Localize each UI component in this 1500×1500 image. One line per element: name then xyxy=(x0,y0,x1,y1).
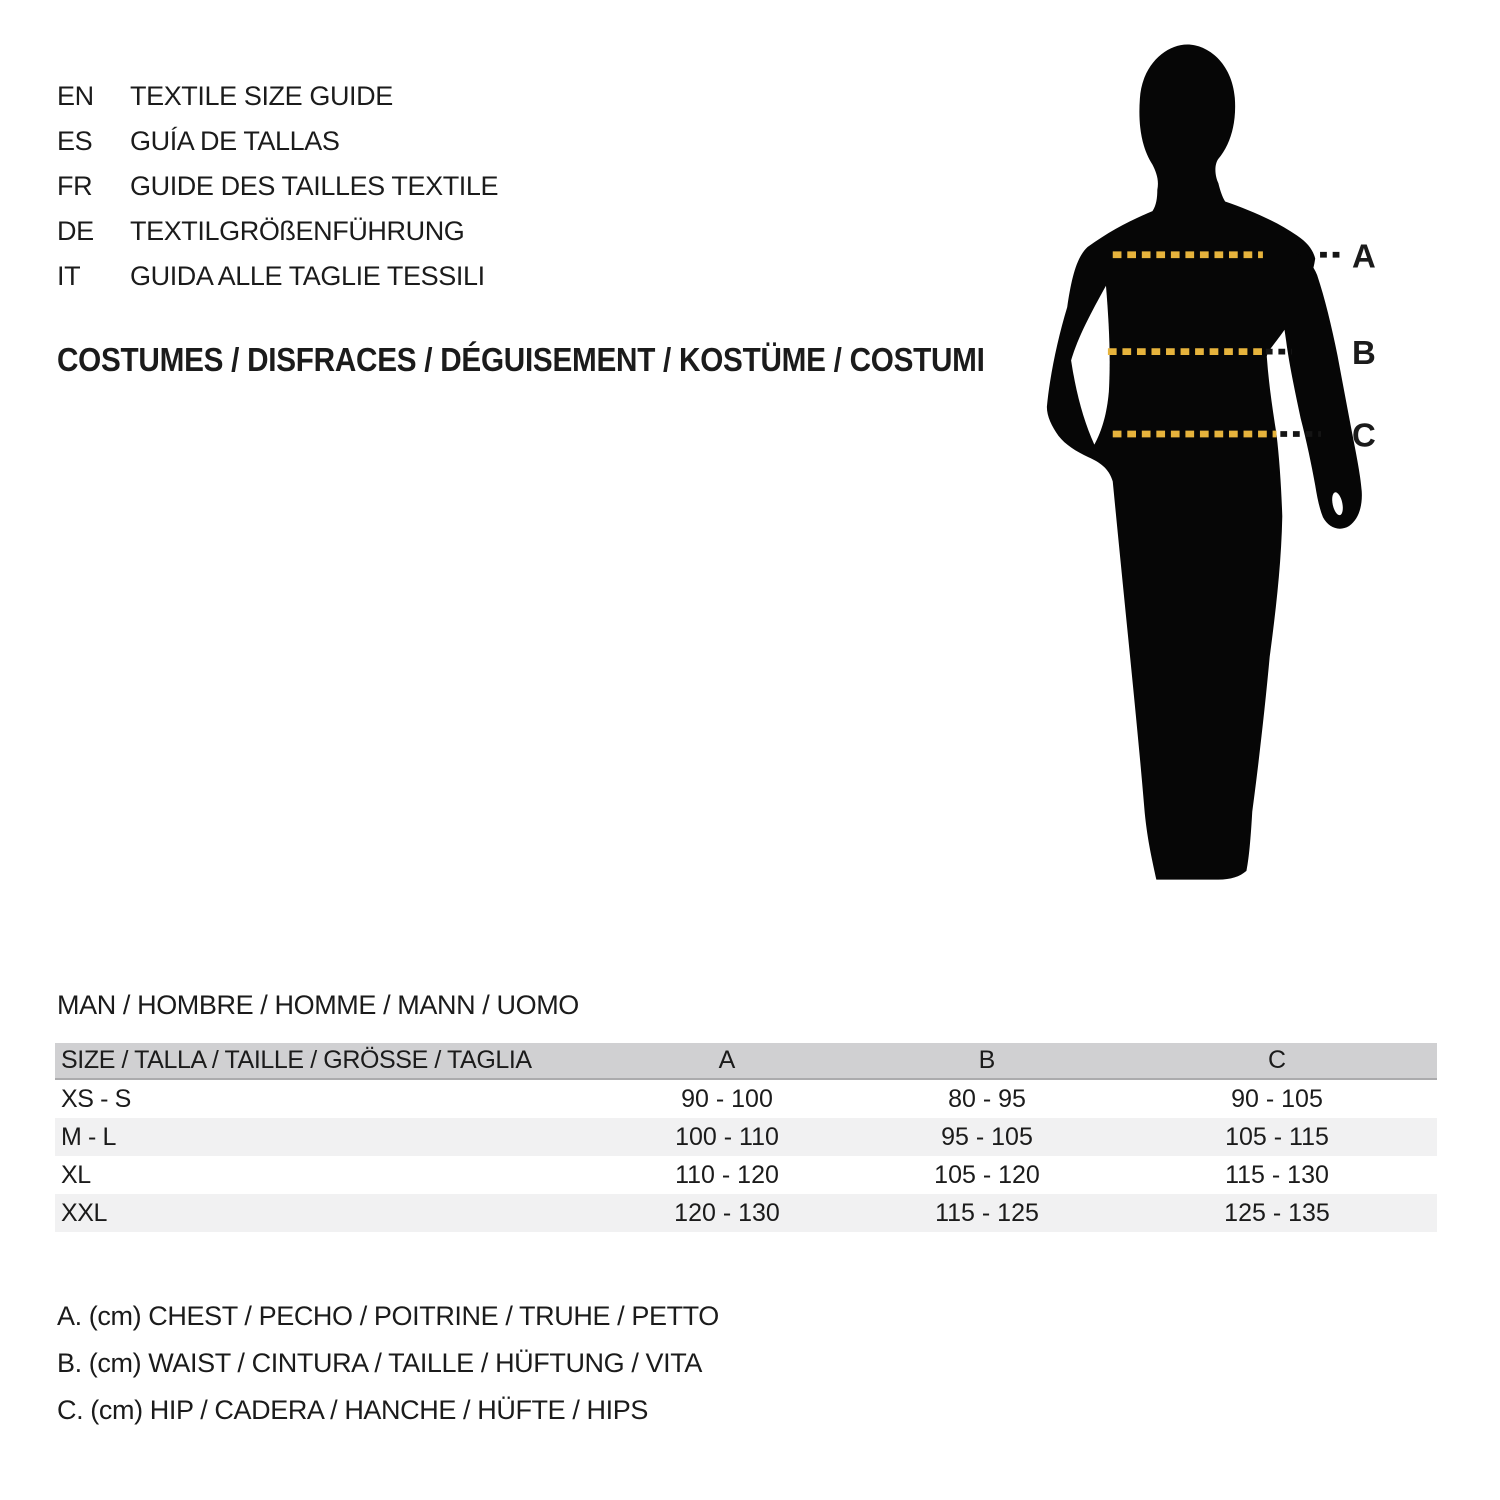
language-code: FR xyxy=(57,171,93,201)
value-cell-b: 115 - 125 xyxy=(857,1194,1117,1232)
language-row-es xyxy=(57,119,498,164)
language-row-en xyxy=(57,74,498,119)
male-silhouette-svg xyxy=(1020,30,1500,960)
size-cell: M - L xyxy=(55,1118,597,1156)
language-code: ES xyxy=(57,126,93,156)
male-silhouette-right-arm xyxy=(1280,251,1362,529)
table-row xyxy=(55,1194,1437,1232)
marker-label-c: C xyxy=(1352,416,1376,454)
size-table xyxy=(55,1043,1437,1232)
legend-item-hip: C. (cm) HIP / CADERA / HANCHE / HÜFTE / HIPS xyxy=(57,1395,648,1425)
value-cell-c: 90 - 105 xyxy=(1231,1084,1323,1113)
language-row-fr xyxy=(57,164,498,209)
table-row xyxy=(55,1079,1437,1118)
marker-label-b: B xyxy=(1352,334,1376,372)
value-cell-c: 115 - 130 xyxy=(1225,1160,1329,1189)
language-title: GUIDA ALLE TAGLIE TESSILI xyxy=(130,261,485,291)
legend-item-chest: A. (cm) CHEST / PECHO / POITRINE / TRUHE / PETTO xyxy=(57,1301,719,1331)
language-list xyxy=(57,74,498,299)
column-header-a: A xyxy=(597,1043,857,1079)
value-cell-c: 125 - 135 xyxy=(1117,1194,1437,1232)
value-cell-a: 90 - 100 xyxy=(681,1084,773,1113)
language-code: IT xyxy=(57,261,81,291)
value-cell-a: 100 - 110 xyxy=(597,1118,857,1156)
legend-item-waist: B. (cm) WAIST / CINTURA / TAILLE / HÜFTUNG / VITA xyxy=(57,1348,702,1378)
language-title: TEXTILE SIZE GUIDE xyxy=(130,81,393,111)
value-cell-a: 110 - 120 xyxy=(675,1160,779,1189)
size-cell: XL xyxy=(61,1160,91,1189)
table-header-row xyxy=(55,1043,1437,1079)
language-code: DE xyxy=(57,216,94,246)
section-title-man: MAN / HOMBRE / HOMME / MANN / UOMO xyxy=(57,990,579,1020)
size-cell: XXL xyxy=(55,1194,597,1232)
marker-label-a: A xyxy=(1352,237,1376,275)
size-column-header: SIZE / TALLA / TAILLE / GRÖSSE / TAGLIA xyxy=(55,1043,597,1079)
size-guide-figure xyxy=(1020,30,1500,960)
value-cell-a: 120 - 130 xyxy=(597,1194,857,1232)
table-row xyxy=(55,1118,1437,1156)
size-cell: XS - S xyxy=(61,1084,131,1113)
value-cell-b: 105 - 120 xyxy=(934,1160,1040,1189)
male-silhouette-body xyxy=(1047,45,1315,880)
language-code: EN xyxy=(57,81,94,111)
value-cell-b: 80 - 95 xyxy=(948,1084,1026,1113)
category-title: COSTUMES / DISFRACES / DÉGUISEMENT / KOSTÜME / COSTUMI xyxy=(57,341,985,378)
language-title: GUÍA DE TALLAS xyxy=(130,126,340,156)
language-row-de xyxy=(57,209,498,254)
column-header-b: B xyxy=(857,1043,1117,1079)
value-cell-c: 105 - 115 xyxy=(1117,1118,1437,1156)
language-row-it xyxy=(57,254,498,299)
column-header-c: C xyxy=(1117,1043,1437,1079)
value-cell-b: 95 - 105 xyxy=(857,1118,1117,1156)
table-row xyxy=(55,1156,1437,1194)
language-title: GUIDE DES TAILLES TEXTILE xyxy=(130,171,499,201)
measurement-legend xyxy=(57,1293,719,1434)
language-title: TEXTILGRÖßENFÜHRUNG xyxy=(130,216,465,246)
